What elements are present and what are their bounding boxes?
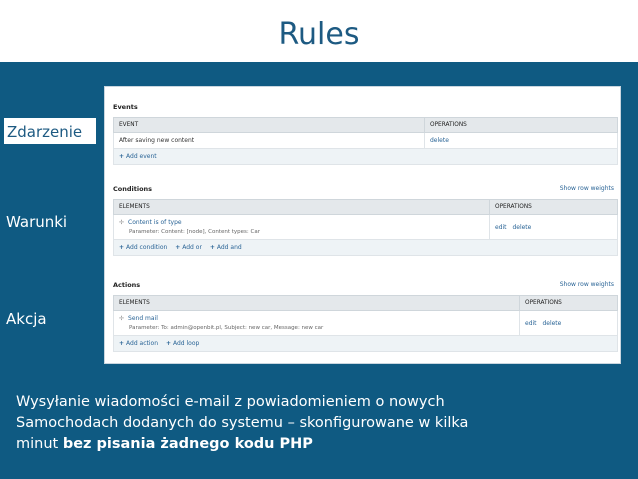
condition-parameter: Parameter: Content: [node], Content types: Car <box>129 229 260 235</box>
condition-delete-link[interactable]: delete <box>512 223 532 231</box>
actions-add-row <box>113 336 618 352</box>
event-delete-link[interactable]: delete <box>430 137 449 144</box>
actions-title: Actions <box>113 281 141 289</box>
events-add-row <box>113 149 618 165</box>
conditions-table <box>113 199 618 240</box>
action-delete-link[interactable]: delete <box>542 319 562 327</box>
conditions-add-row <box>113 240 618 256</box>
slide-description <box>16 392 616 455</box>
table-row <box>114 215 618 240</box>
add-event-link[interactable]: Add event <box>126 153 157 160</box>
label-event: Zdarzenie <box>7 123 83 141</box>
description-line-3-normal: minut <box>16 436 63 452</box>
label-actions: Akcja <box>6 310 47 328</box>
description-line-1: Wysyłanie wiadomości e-mail z powiadomieniem o nowych <box>16 394 445 410</box>
action-name[interactable]: Send mail <box>128 315 158 322</box>
actions-section <box>113 281 618 352</box>
description-line-3-bold: bez pisania żadnego kodu PHP <box>62 436 313 452</box>
actions-show-row-weights[interactable]: Show row weights <box>559 281 614 288</box>
plus-icon: + <box>209 244 215 251</box>
actions-table <box>113 295 618 336</box>
label-conditions: Warunki <box>6 213 68 231</box>
events-table <box>113 117 618 149</box>
description-line-2: Samochodach dodanych do systemu – skonfigurowane w kilka <box>16 415 469 431</box>
plus-icon: + <box>175 244 181 251</box>
rules-screenshot-panel <box>104 86 621 364</box>
actions-col-operations: OPERATIONS <box>520 296 618 311</box>
add-action-link[interactable]: Add action <box>126 340 159 347</box>
action-edit-link[interactable]: edit <box>525 319 537 327</box>
conditions-col-operations: OPERATIONS <box>490 200 618 215</box>
action-parameter: Parameter: To: admin@openbit.pl, Subject: new car, Message: new car <box>129 325 324 331</box>
table-row <box>114 311 618 336</box>
table-row <box>114 133 618 149</box>
slide-title: Rules <box>278 17 360 52</box>
add-and-link[interactable]: Add and <box>216 244 242 251</box>
condition-name[interactable]: Content is of type <box>128 219 182 226</box>
plus-icon: + <box>119 340 125 347</box>
plus-icon: + <box>119 153 125 160</box>
add-or-link[interactable]: Add or <box>182 244 202 251</box>
events-col-event: EVENT <box>114 118 425 133</box>
description-line-3 <box>16 434 616 455</box>
actions-col-elements: ELEMENTS <box>114 296 520 311</box>
conditions-show-row-weights[interactable]: Show row weights <box>559 185 614 192</box>
drag-handle-icon[interactable]: ✢ <box>119 315 125 322</box>
add-loop-link[interactable]: Add loop <box>172 340 200 347</box>
events-section <box>113 103 618 165</box>
event-name: After saving new content <box>114 133 425 149</box>
drag-handle-icon[interactable]: ✢ <box>119 219 125 226</box>
add-condition-link[interactable]: Add condition <box>126 244 168 251</box>
condition-edit-link[interactable]: edit <box>495 223 507 231</box>
events-title: Events <box>113 103 138 111</box>
conditions-col-elements: ELEMENTS <box>114 200 490 215</box>
plus-icon: + <box>119 244 125 251</box>
plus-icon: + <box>165 340 171 347</box>
conditions-section <box>113 185 618 256</box>
conditions-title: Conditions <box>113 185 153 193</box>
events-col-operations: OPERATIONS <box>425 118 618 133</box>
